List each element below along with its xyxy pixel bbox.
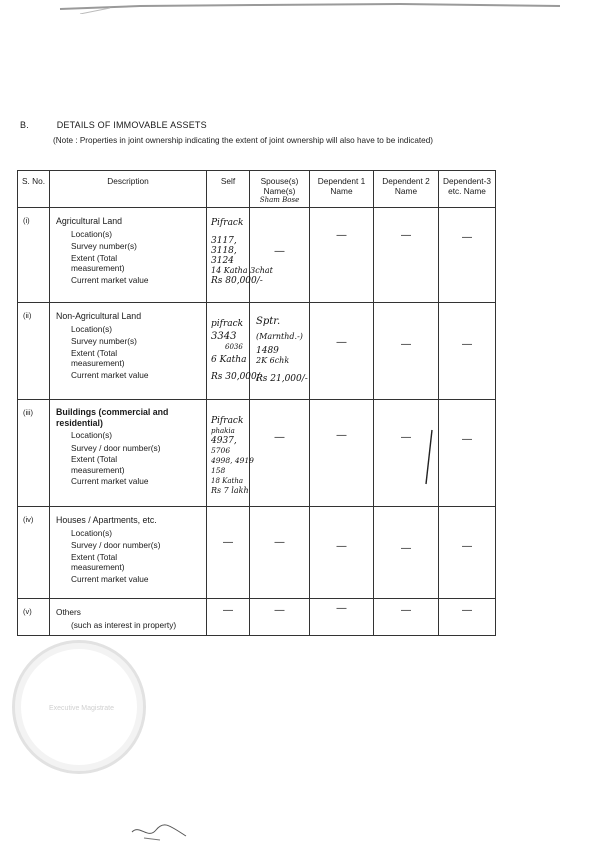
empty-dash: — [274, 432, 285, 443]
handwritten-entry: 6 Katha [211, 355, 247, 365]
row-title: Houses / Apartments, etc. [56, 515, 157, 525]
handwritten-entry: 3124 [211, 256, 234, 266]
empty-dash: — [401, 543, 411, 554]
dependent-1-cell [310, 400, 374, 507]
field-label: Location(s) [71, 228, 113, 239]
table-header-row [18, 171, 496, 208]
spouse-cell [250, 208, 310, 303]
header-spouse-label: Spouse(s) Name(s) [260, 176, 299, 196]
empty-dash: — [336, 603, 347, 614]
handwritten-mark [130, 820, 190, 847]
empty-dash: — [401, 230, 411, 241]
table-row [18, 208, 496, 303]
row-title: Buildings (commercial and residential) [56, 407, 169, 428]
field-label: Extent (Total [71, 252, 118, 263]
empty-dash: — [274, 605, 285, 616]
field-label: Current market value [71, 476, 149, 487]
handwritten-entry: Rs 21,000/- [256, 374, 308, 384]
field-label: (such as interest in property) [71, 619, 177, 630]
field-label: Extent (Total [71, 454, 118, 465]
handwritten-entry: Sptr. [256, 316, 281, 327]
spouse-cell [250, 400, 310, 507]
handwritten-entry: pifrack [211, 319, 244, 329]
empty-dash: — [336, 541, 347, 552]
self-cell [207, 507, 250, 599]
empty-dash: — [336, 230, 347, 241]
dependent-3-cell [439, 599, 496, 636]
spouse-cell [250, 599, 310, 636]
section-note: (Note : Properties in joint ownership indicating the extent of joint ownership will also have to be indicated) [53, 136, 434, 145]
field-label: Current market value [71, 369, 149, 380]
scan-top-edge [0, 0, 597, 14]
header-sno: S. No. [18, 171, 50, 208]
dependent-1-cell [310, 507, 374, 599]
immovable-assets-table [17, 170, 496, 636]
handwritten-entry: 14 Katha 3chat [211, 266, 273, 275]
dependent-3-cell [439, 208, 496, 303]
empty-dash: — [401, 605, 411, 616]
official-stamp [12, 640, 146, 774]
field-label: Survey / door number(s) [71, 540, 161, 551]
field-label: Survey number(s) [71, 336, 137, 347]
empty-dash: — [462, 605, 472, 616]
handwritten-entry: 1489 [256, 346, 279, 356]
handwritten-entry: 3118, [211, 246, 237, 256]
empty-dash: — [223, 605, 233, 616]
row-sno: (i) [18, 208, 50, 303]
dependent-3-cell [439, 400, 496, 507]
dependent-2-cell [374, 507, 439, 599]
handwritten-entry: phakia [211, 427, 235, 435]
row-description [50, 400, 207, 507]
row-description [50, 303, 207, 400]
handwritten-entry: 158 [211, 466, 226, 475]
field-label: measurement) [71, 358, 125, 369]
empty-dash: — [462, 339, 472, 350]
header-self: Self [207, 171, 250, 208]
row-sno: (ii) [18, 303, 50, 400]
handwritten-entry: 3117, [211, 236, 237, 246]
spouse-cell [250, 507, 310, 599]
field-label: measurement) [71, 263, 125, 274]
field-label: Location(s) [71, 430, 113, 440]
field-label: Survey / door number(s) [71, 442, 161, 453]
dependent-2-cell [374, 400, 439, 507]
dependent-1-cell [310, 303, 374, 400]
header-spouse [250, 171, 310, 208]
handwritten-entry: Rs 7 lakh [211, 486, 249, 495]
handwritten-entry: (Marnthd.-) [256, 332, 303, 341]
header-dependent-3: Dependent-3 etc. Name [439, 171, 496, 208]
handwritten-entry: 4998, 4919 [211, 456, 254, 465]
section-title: DETAILS OF IMMOVABLE ASSETS [56, 120, 207, 130]
empty-dash: — [223, 537, 233, 548]
handwritten-entry: Rs 80,000/- [211, 276, 263, 286]
handwritten-entry: Pifrack [211, 416, 244, 426]
row-sno: (iii) [18, 400, 50, 507]
section-heading [20, 120, 207, 130]
handwritten-slash-mark [422, 428, 436, 488]
dependent-3-cell [439, 303, 496, 400]
handwritten-entry: 2K 6chk [256, 356, 290, 365]
handwritten-entry: Pifrack [211, 218, 244, 228]
handwritten-entry: 3343 [211, 331, 237, 342]
empty-dash: — [336, 430, 347, 441]
field-label: Current market value [71, 274, 149, 285]
spouse-cell [250, 303, 310, 400]
table-row [18, 507, 496, 599]
row-sno: (v) [18, 599, 50, 636]
header-dependent-2: Dependent 2 Name [374, 171, 439, 208]
row-title: Non-Agricultural Land [56, 311, 142, 321]
handwritten-entry: 4937, [211, 436, 237, 446]
field-label: Extent (Total [71, 347, 118, 358]
handwritten-entry: 6036 [225, 343, 243, 351]
row-title: Others [56, 607, 81, 617]
empty-dash: — [462, 434, 472, 445]
table-row [18, 400, 496, 507]
table-row [18, 303, 496, 400]
dependent-1-cell [310, 208, 374, 303]
empty-dash: — [274, 246, 285, 257]
row-title: Agricultural Land [56, 216, 123, 226]
handwritten-entry: 5706 [211, 446, 231, 455]
row-description [50, 599, 207, 636]
field-label: measurement) [71, 562, 125, 573]
section-number: B. [20, 120, 29, 130]
spouse-name-annotation: Sham Bose [259, 196, 300, 204]
empty-dash: — [401, 339, 411, 350]
handwritten-entry: 18 Katha [211, 477, 244, 485]
field-label: Survey number(s) [71, 241, 137, 252]
dependent-2-cell [374, 303, 439, 400]
row-description [50, 208, 207, 303]
self-cell [207, 599, 250, 636]
field-label: Current market value [71, 573, 149, 584]
handwritten-entry: Rs 30,000/- [211, 372, 263, 382]
field-label: Extent (Total [71, 551, 118, 562]
self-cell [207, 303, 263, 400]
dependent-3-cell [439, 507, 496, 599]
header-dependent-1: Dependent 1 Name [310, 171, 374, 208]
empty-dash: — [336, 337, 347, 348]
header-description: Description [50, 171, 207, 208]
empty-dash: — [462, 541, 472, 552]
row-sno: (iv) [18, 507, 50, 599]
dependent-2-cell [374, 208, 439, 303]
empty-dash: — [401, 432, 411, 443]
dependent-2-cell [374, 599, 439, 636]
field-label: measurement) [71, 464, 125, 475]
self-cell [207, 208, 273, 303]
table-row [18, 599, 496, 636]
stamp-text: Executive Magistrate [49, 705, 114, 712]
row-description [50, 507, 207, 599]
dependent-1-cell [310, 599, 374, 636]
field-label: Location(s) [71, 323, 113, 334]
self-cell [207, 400, 254, 507]
field-label: Location(s) [71, 527, 113, 538]
empty-dash: — [274, 537, 285, 548]
empty-dash: — [462, 232, 472, 243]
